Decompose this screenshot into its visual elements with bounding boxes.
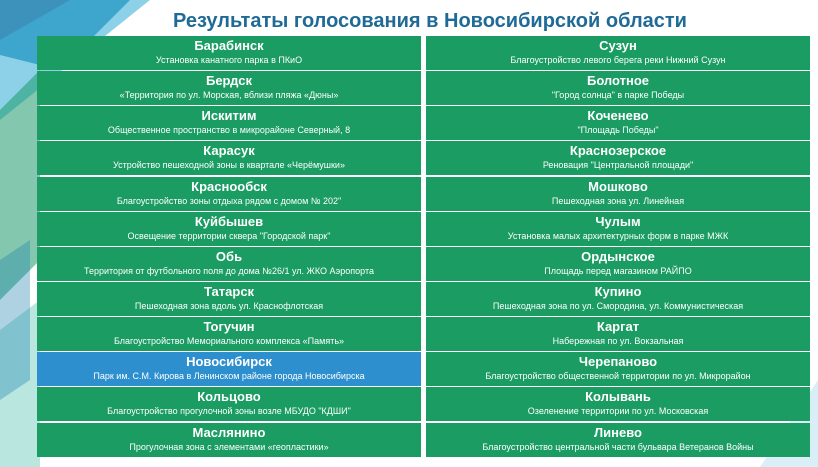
city-name: Новосибирск [186, 354, 272, 370]
result-row [37, 247, 421, 281]
result-row [37, 317, 421, 351]
result-row [426, 177, 810, 211]
project-description: Реновация "Центральной площади" [542, 160, 694, 171]
project-description: Благоустройство левого берега реки Нижний Сузун [510, 55, 726, 65]
project-description: Пешеходная зона по ул. Смородина, ул. Коммунистическая [492, 300, 744, 311]
city-name: Тогучин [203, 319, 255, 335]
city-name: Искитим [201, 108, 257, 124]
city-name: Мошково [588, 178, 648, 194]
project-description: Благоустройство центральной части бульвара Ветеранов Войны [482, 441, 754, 452]
project-description: Благоустройство общественной территории по ул. Микрорайон [485, 371, 751, 382]
result-row [37, 387, 421, 421]
project-description: Устройство пешеходной зоны в квартале «Черёмушки» [113, 160, 345, 171]
city-name: Коченево [587, 108, 649, 124]
result-row [426, 36, 810, 70]
city-name: Ордынское [581, 248, 655, 264]
city-name: Карасук [203, 143, 255, 159]
results-column-left [37, 36, 421, 458]
city-name: Барабинск [194, 38, 264, 53]
project-description: Набережная по ул. Вокзальная [552, 336, 684, 347]
city-name: Татарск [203, 283, 255, 299]
result-row [426, 71, 810, 105]
result-row [426, 247, 810, 281]
project-description: Парк им. С.М. Кирова в Ленинском районе города Новосибирска [93, 371, 365, 382]
result-row [37, 106, 421, 140]
result-row [426, 282, 810, 316]
result-row [37, 141, 421, 175]
result-row [426, 106, 810, 140]
project-description: Благоустройство Мемориального комплекса «Память» [113, 336, 345, 347]
project-description: Озеленение территории по ул. Московская [527, 406, 709, 417]
city-name: Куйбышев [194, 213, 264, 229]
result-row [426, 212, 810, 246]
project-description: "Площадь Победы" [577, 125, 659, 136]
result-row [37, 282, 421, 316]
city-name: Маслянино [192, 424, 266, 440]
result-row [37, 352, 421, 386]
city-name: Обь [215, 248, 243, 264]
project-description: «Территория по ул. Морская, вблизи пляжа «Дюны» [119, 90, 339, 101]
city-name: Бердск [205, 73, 252, 89]
project-description: Площадь перед магазином РАЙПО [544, 265, 692, 276]
result-row [426, 317, 810, 351]
city-name: Черепаново [578, 354, 658, 370]
project-description: Пешеходная зона вдоль ул. Краснофлотская [134, 300, 324, 311]
result-row [37, 423, 421, 457]
city-name: Краснообск [191, 178, 267, 194]
results-column-right [426, 36, 810, 458]
city-name: Линево [594, 424, 642, 440]
result-row [37, 212, 421, 246]
result-row [426, 387, 810, 421]
city-name: Краснозерское [569, 143, 667, 159]
city-name: Кольцово [197, 389, 261, 405]
project-description: "Город солнца" в парке Победы [551, 90, 685, 101]
project-description: Территория от футбольного поля до дома №26/1 ул. ЖКО Аэропорта [83, 265, 374, 276]
result-row [37, 36, 421, 70]
result-row [37, 71, 421, 105]
city-name: Каргат [596, 319, 640, 335]
project-description: Прогулочная зона с элементами «геопластики» [129, 441, 329, 452]
result-row [426, 141, 810, 175]
project-description: Общественное пространство в микрорайоне Северный, 8 [107, 125, 351, 136]
project-description: Пешеходная зона ул. Линейная [551, 195, 685, 206]
page-title: Результаты голосования в Новосибирской области [173, 10, 687, 32]
project-description: Благоустройство прогулочной зоны возле МБУДО "КДШИ" [107, 406, 351, 417]
city-name: Колывань [585, 389, 651, 405]
project-description: Благоустройство зоны отдыха рядом с домом № 202" [116, 195, 342, 206]
project-description: Установка малых архитектурных форм в парке МЖК [507, 230, 729, 241]
city-name: Чулым [595, 213, 641, 229]
city-name: Болотное [586, 73, 650, 89]
result-row [426, 352, 810, 386]
city-name: Сузун [599, 38, 637, 53]
result-row [37, 177, 421, 211]
city-name: Купино [594, 283, 642, 299]
result-row [426, 423, 810, 457]
project-description: Установка канатного парка в ПКиО [155, 55, 303, 65]
project-description: Освещение территории сквера "Городской парк" [127, 230, 331, 241]
